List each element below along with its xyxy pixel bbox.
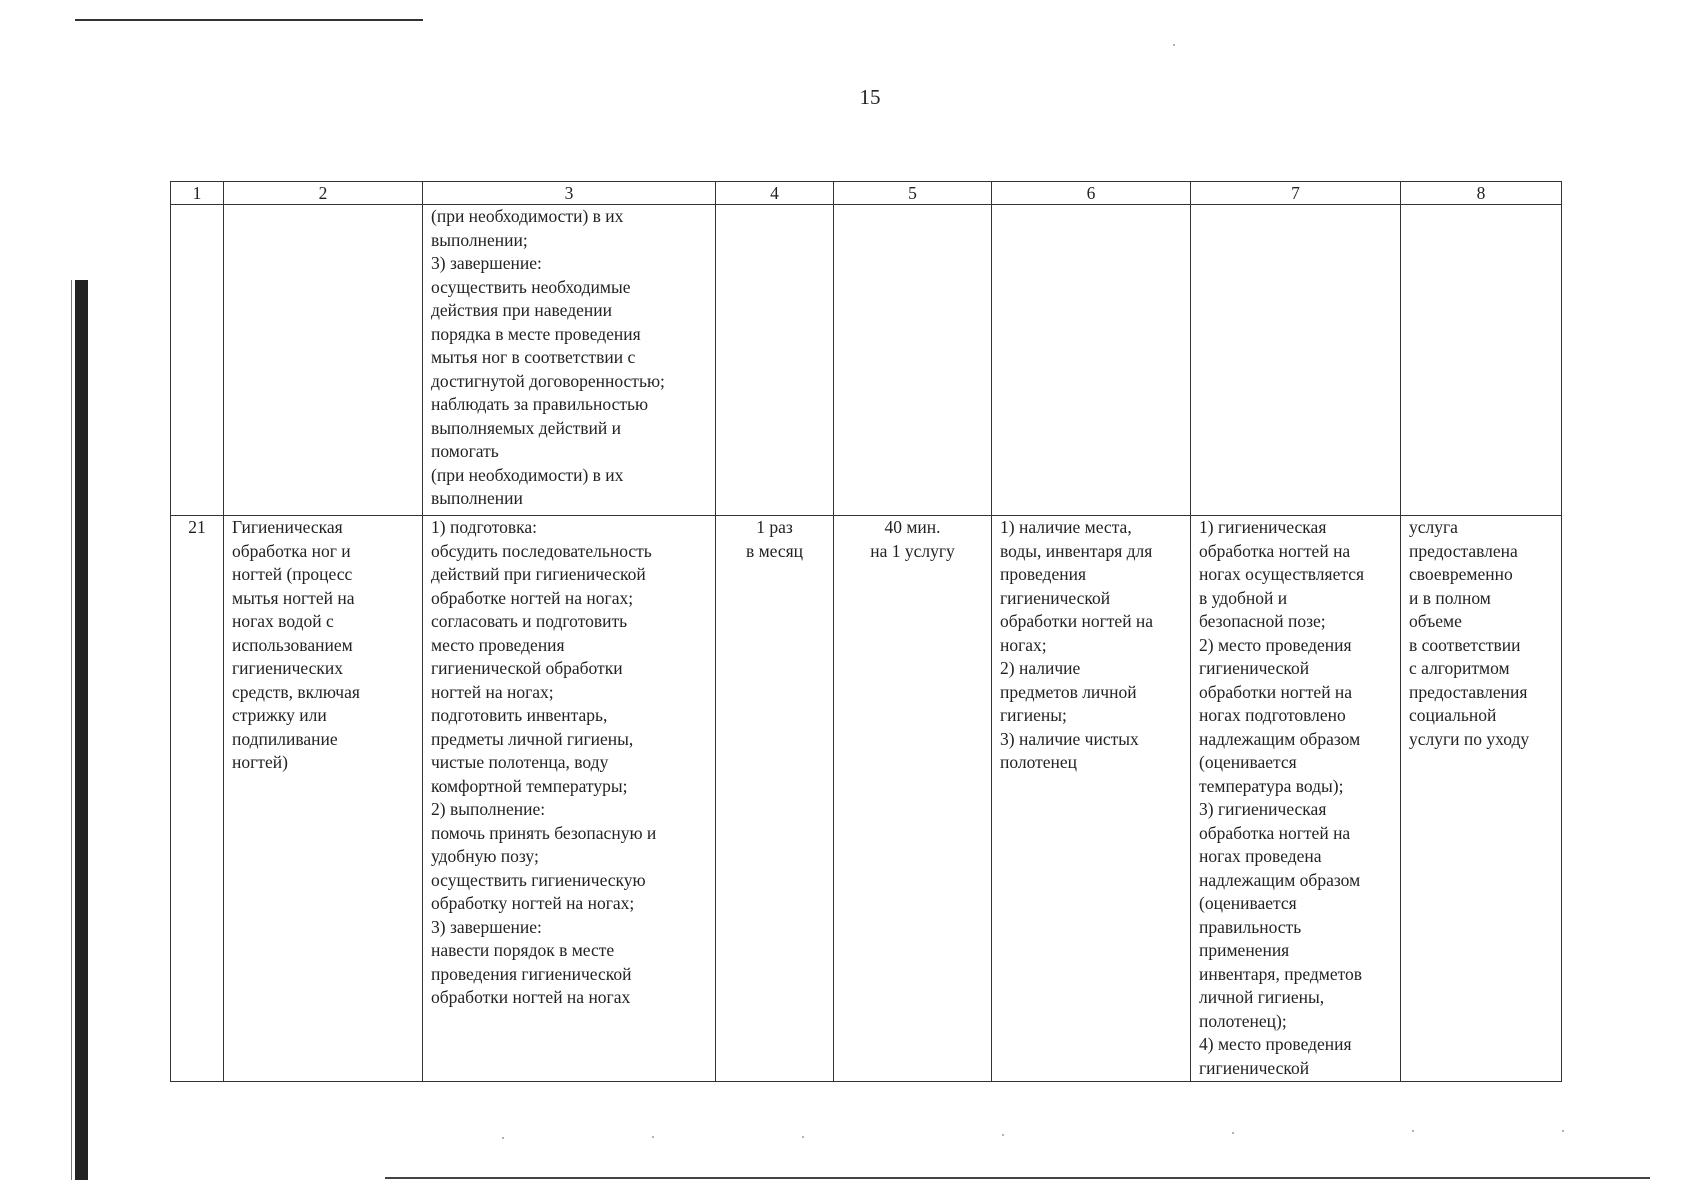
scan-speck xyxy=(802,1136,804,1138)
scan-speck xyxy=(1562,1130,1564,1132)
column-number: 8 xyxy=(1401,182,1562,205)
table-cell xyxy=(1191,205,1401,516)
column-number-row xyxy=(171,182,1562,205)
table-row-21 xyxy=(171,516,1562,1082)
scan-speck xyxy=(1412,1130,1414,1132)
bottom-scan-rule xyxy=(385,1177,1650,1179)
row-number: 21 xyxy=(171,516,224,1082)
column-number: 7 xyxy=(1191,182,1401,205)
page-number: 15 xyxy=(859,85,881,109)
column-number: 3 xyxy=(423,182,716,205)
scan-speck xyxy=(502,1137,504,1139)
column-number: 6 xyxy=(992,182,1191,205)
quality-indicators: 1) гигиеническая обработка ногтей на ногах осуществляется в удобной и безопасной позе; 2) место проведения гигиенической обработки ногтей на ногах подготовлено надлежащим образом (оценивается температура воды); 3) гигиеническая обработка ногтей на ногах проведена надлежащим образом (оценивается правильность применения инвентаря, предметов личной гигиены, полотенец); 4) место проведения гигиенической xyxy=(1191,516,1401,1082)
service-duration: 40 мин. на 1 услугу xyxy=(834,516,992,1082)
service-frequency: 1 раз в месяц xyxy=(716,516,834,1082)
services-table xyxy=(170,181,1562,1082)
continuation-row xyxy=(171,205,1562,516)
left-scan-edge-line xyxy=(71,280,72,1180)
scan-speck xyxy=(652,1136,654,1138)
top-scan-rule xyxy=(75,19,423,21)
table-cell xyxy=(171,205,224,516)
column-number: 2 xyxy=(224,182,423,205)
scan-speck xyxy=(1173,44,1175,46)
table-cell xyxy=(834,205,992,516)
service-algorithm: 1) подготовка: обсудить последовательность действий при гигиенической обработке ногтей на ногах; согласовать и подготовить место проведения гигиенической обработки ногтей на ногах; подготовить инвентарь, предметы личной гигиены, чистые полотенца, воду комфортной температуры; 2) выполнение: помочь принять безопасную и удобную позу; осуществить гигиеническую обработку ногтей на ногах; 3) завершение: навести порядок в месте проведения гигиенической обработки ногтей на ногах xyxy=(423,516,716,1082)
left-scan-edge-bar xyxy=(75,280,88,1180)
table-cell xyxy=(1401,205,1562,516)
evaluation-result: услуга предоставлена своевременно и в полном объеме в соответствии с алгоритмом предоставления социальной услуги по уходу xyxy=(1401,516,1562,1082)
scan-speck xyxy=(1002,1134,1004,1136)
service-conditions: 1) наличие места, воды, инвентаря для проведения гигиенической обработки ногтей на ногах; 2) наличие предметов личной гигиены; 3) наличие чистых полотенец xyxy=(992,516,1191,1082)
service-algorithm-continuation: (при необходимости) в их выполнении; 3) завершение: осуществить необходимые действия при наведении порядка в месте проведения мытья ног в соответствии с достигнутой договоренностью; наблюдать за правильностью выполняемых действий и помогать (при необходимости) в их выполнении xyxy=(423,205,716,516)
table-cell xyxy=(992,205,1191,516)
service-name: Гигиеническая обработка ног и ногтей (процесс мытья ногтей на ногах водой с использованием гигиенических средств, включая стрижку или подпиливание ногтей) xyxy=(224,516,423,1082)
column-number: 5 xyxy=(834,182,992,205)
column-number: 1 xyxy=(171,182,224,205)
scan-speck xyxy=(1232,1132,1234,1134)
table-cell xyxy=(716,205,834,516)
table-cell xyxy=(224,205,423,516)
column-number: 4 xyxy=(716,182,834,205)
